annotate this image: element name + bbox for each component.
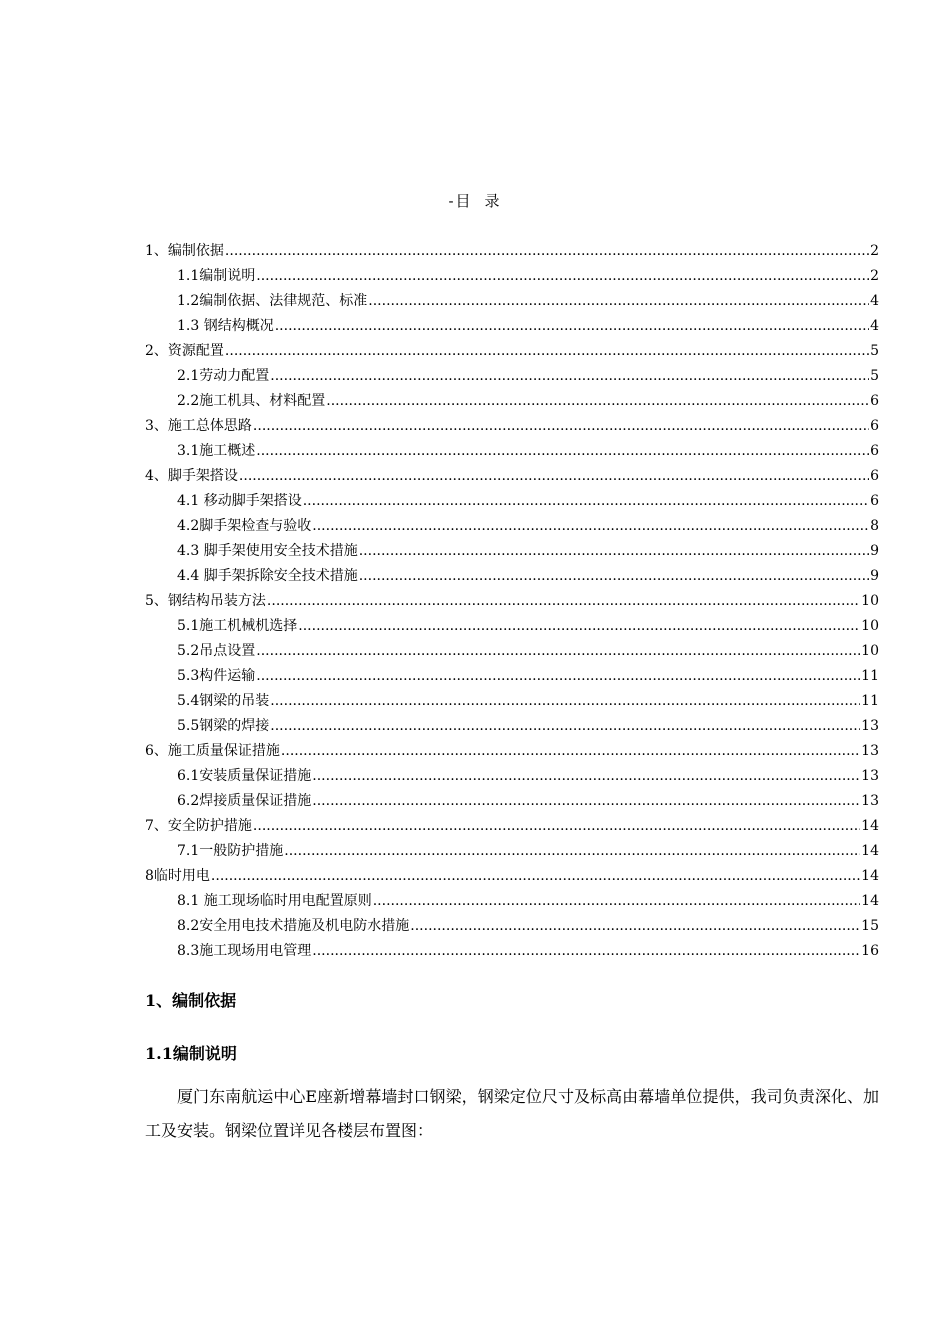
toc-leader-dots <box>312 789 860 814</box>
toc-leader-dots <box>253 414 869 439</box>
toc-entry-label: 3、施工总体思路 <box>145 418 252 434</box>
toc-entry[interactable] <box>145 689 879 714</box>
toc-leader-dots <box>359 539 869 564</box>
toc-entry[interactable] <box>145 389 879 414</box>
toc-entry-page-number: 4 <box>870 293 879 309</box>
toc-entry-label: 1.3 钢结构概况 <box>177 318 274 334</box>
toc-entry[interactable] <box>145 539 879 564</box>
toc-leader-dots <box>267 589 860 614</box>
toc-leader-dots <box>312 514 869 539</box>
toc-entry-label: 4.4 脚手架拆除安全技术措施 <box>177 568 358 584</box>
toc-leader-dots <box>256 439 869 464</box>
toc-entry-page-number: 2 <box>870 243 879 259</box>
toc-entry[interactable] <box>145 639 879 664</box>
toc-entry[interactable] <box>145 614 879 639</box>
toc-entry-page-number: 10 <box>861 593 879 609</box>
toc-entry-page-number: 16 <box>861 943 879 959</box>
toc-entry-label: 5.1施工机械机选择 <box>177 618 298 634</box>
toc-entry[interactable] <box>145 739 879 764</box>
toc-entry-page-number: 6 <box>870 493 879 509</box>
toc-entry[interactable] <box>145 439 879 464</box>
toc-entry-page-number: 10 <box>861 643 879 659</box>
toc-leader-dots <box>239 464 869 489</box>
toc-entry-page-number: 14 <box>861 893 879 909</box>
toc-leader-dots <box>270 364 869 389</box>
toc-entry[interactable] <box>145 864 879 889</box>
toc-entry-page-number: 6 <box>870 443 879 459</box>
toc-entry[interactable] <box>145 664 879 689</box>
toc-entry-page-number: 15 <box>861 918 879 934</box>
toc-entry[interactable] <box>145 789 879 814</box>
toc-entry[interactable] <box>145 714 879 739</box>
toc-entry[interactable] <box>145 889 879 914</box>
toc-entry-page-number: 11 <box>861 668 879 684</box>
toc-entry-label: 8.1 施工现场临时用电配置原则 <box>177 893 372 909</box>
subsection-heading: 1.1编制说明 <box>145 1044 237 1063</box>
toc-entry-page-number: 5 <box>870 368 879 384</box>
toc-entry-page-number: 5 <box>870 343 879 359</box>
toc-entry-label: 5、钢结构吊装方法 <box>145 593 266 609</box>
toc-entry-page-number: 4 <box>870 318 879 334</box>
toc-entry-label: 8临时用电 <box>145 868 210 884</box>
toc-entry-page-number: 13 <box>861 768 879 784</box>
table-of-contents <box>145 239 879 964</box>
toc-leader-dots <box>270 689 860 714</box>
toc-entry-page-number: 8 <box>870 518 879 534</box>
toc-entry-page-number: 11 <box>861 693 879 709</box>
toc-entry[interactable] <box>145 364 879 389</box>
toc-entry[interactable] <box>145 589 879 614</box>
toc-entry-label: 6.2焊接质量保证措施 <box>177 793 312 809</box>
toc-leader-dots <box>359 564 869 589</box>
toc-leader-dots <box>275 314 869 339</box>
toc-entry-label: 1.1编制说明 <box>177 268 256 284</box>
toc-entry-page-number: 9 <box>870 568 879 584</box>
toc-entry[interactable] <box>145 939 879 964</box>
toc-entry-label: 8.3施工现场用电管理 <box>177 943 312 959</box>
toc-entry-label: 2、资源配置 <box>145 343 224 359</box>
toc-entry[interactable] <box>145 764 879 789</box>
toc-leader-dots <box>312 764 860 789</box>
toc-leader-dots <box>225 339 869 364</box>
toc-leader-dots <box>270 714 860 739</box>
toc-leader-dots <box>211 864 860 889</box>
toc-entry-label: 8.2安全用电技术措施及机电防水措施 <box>177 918 410 934</box>
toc-entry-label: 2.2施工机具、材料配置 <box>177 393 326 409</box>
toc-entry-label: 4、脚手架搭设 <box>145 468 238 484</box>
toc-leader-dots <box>303 489 869 514</box>
toc-entry[interactable] <box>145 839 879 864</box>
toc-leader-dots <box>326 389 869 414</box>
toc-leader-dots <box>225 239 869 264</box>
toc-entry-label: 5.4钢梁的吊装 <box>177 693 270 709</box>
toc-entry-label: 2.1劳动力配置 <box>177 368 270 384</box>
toc-entry-label: 7、安全防护措施 <box>145 818 252 834</box>
toc-entry[interactable] <box>145 814 879 839</box>
toc-leader-dots <box>256 664 860 689</box>
toc-title-part-1: -目 <box>448 192 473 210</box>
body-paragraph: 厦门东南航运中心E座新增幕墙封口钢梁，钢梁定位尺寸及标高由幕墙单位提供，我司负责深化、加工及安装。钢梁位置详见各楼层布置图： <box>145 1087 879 1140</box>
toc-entry-label: 4.2脚手架检查与验收 <box>177 518 312 534</box>
toc-entry-label: 5.3构件运输 <box>177 668 256 684</box>
toc-entry[interactable] <box>145 264 879 289</box>
toc-leader-dots <box>298 614 860 639</box>
toc-entry[interactable] <box>145 289 879 314</box>
toc-leader-dots <box>256 264 869 289</box>
toc-entry-label: 6、施工质量保证措施 <box>145 743 280 759</box>
toc-entry-label: 4.3 脚手架使用安全技术措施 <box>177 543 358 559</box>
toc-entry[interactable] <box>145 564 879 589</box>
toc-entry-label: 5.5钢梁的焊接 <box>177 718 270 734</box>
toc-leader-dots <box>253 814 860 839</box>
toc-entry-page-number: 14 <box>861 843 879 859</box>
toc-entry-page-number: 9 <box>870 543 879 559</box>
toc-leader-dots <box>256 639 860 664</box>
toc-leader-dots <box>410 914 860 939</box>
toc-entry-label: 3.1施工概述 <box>177 443 256 459</box>
toc-entry-page-number: 14 <box>861 818 879 834</box>
toc-entry-label: 1、编制依据 <box>145 243 224 259</box>
toc-entry[interactable] <box>145 914 879 939</box>
toc-entry-label: 6.1安装质量保证措施 <box>177 768 312 784</box>
toc-title-part-2: 录 <box>484 192 502 210</box>
toc-entry[interactable] <box>145 489 879 514</box>
toc-entry[interactable] <box>145 239 879 264</box>
toc-entry-page-number: 13 <box>861 793 879 809</box>
section-heading: 1、编制依据 <box>145 991 237 1010</box>
toc-entry-page-number: 6 <box>870 418 879 434</box>
toc-entry-label: 5.2吊点设置 <box>177 643 256 659</box>
toc-entry[interactable] <box>145 514 879 539</box>
toc-entry-label: 7.1一般防护措施 <box>177 843 284 859</box>
toc-entry-page-number: 2 <box>870 268 879 284</box>
toc-leader-dots <box>368 289 869 314</box>
toc-leader-dots <box>284 839 860 864</box>
toc-title <box>0 190 950 211</box>
toc-entry-label: 1.2编制依据、法律规范、标准 <box>177 293 368 309</box>
toc-entry[interactable] <box>145 314 879 339</box>
toc-entry-label: 4.1 移动脚手架搭设 <box>177 493 302 509</box>
toc-entry-page-number: 6 <box>870 393 879 409</box>
toc-entry-page-number: 10 <box>861 618 879 634</box>
toc-entry-page-number: 13 <box>861 743 879 759</box>
toc-entry-page-number: 14 <box>861 868 879 884</box>
toc-entry[interactable] <box>145 339 879 364</box>
toc-entry[interactable] <box>145 414 879 439</box>
toc-leader-dots <box>281 739 860 764</box>
toc-leader-dots <box>373 889 860 914</box>
toc-entry-page-number: 6 <box>870 468 879 484</box>
toc-entry[interactable] <box>145 464 879 489</box>
toc-leader-dots <box>312 939 860 964</box>
toc-entry-page-number: 13 <box>861 718 879 734</box>
